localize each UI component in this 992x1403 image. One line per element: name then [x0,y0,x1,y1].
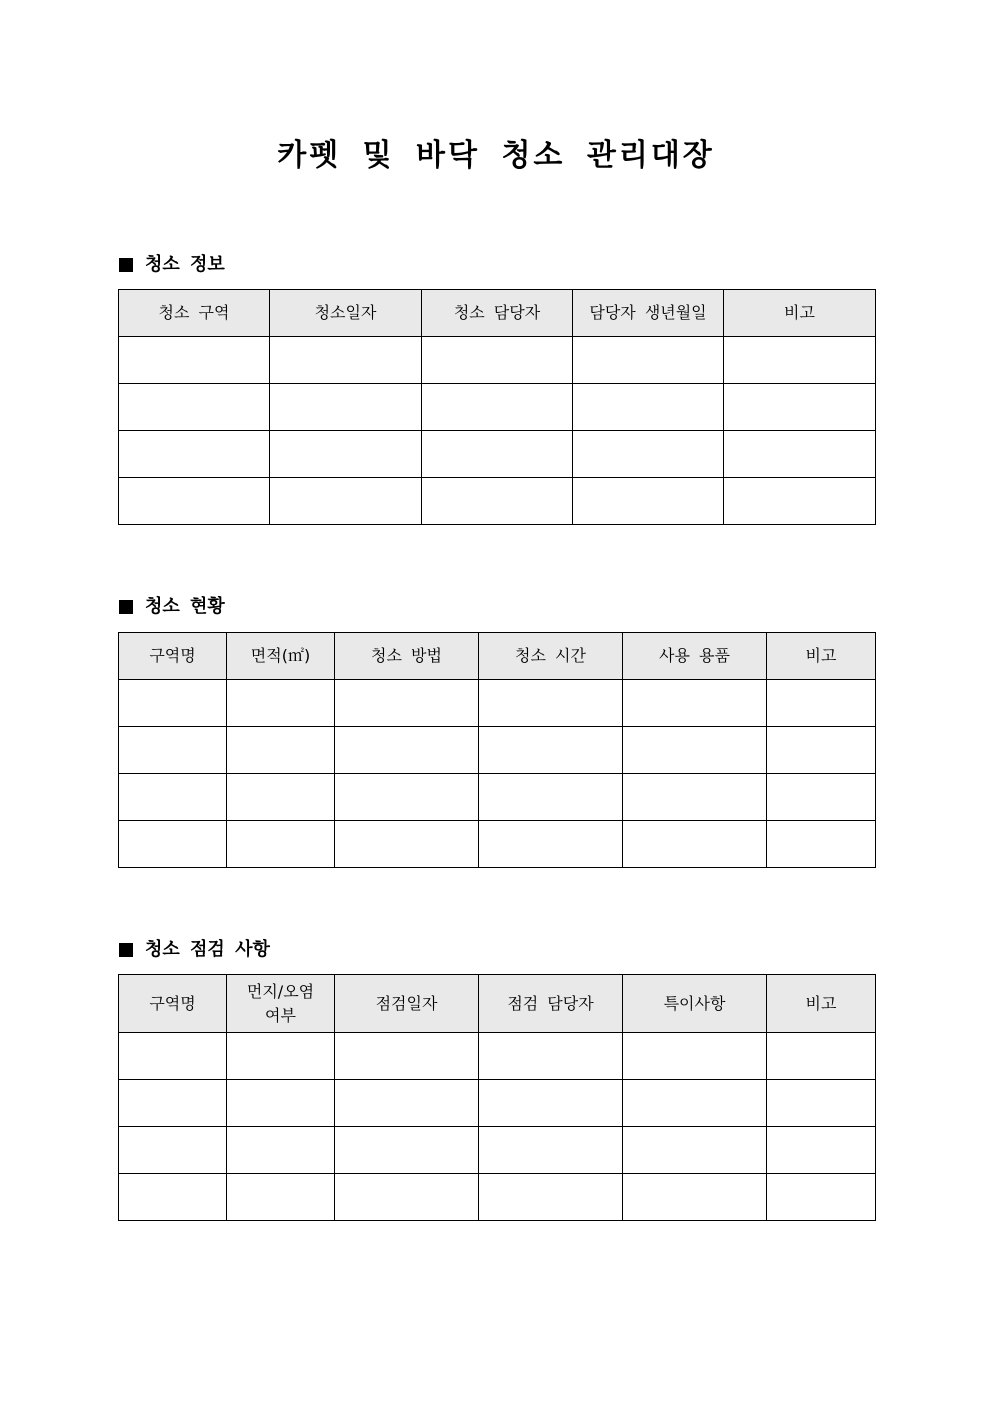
table-cell[interactable] [119,1174,227,1221]
table-cell[interactable] [479,821,623,868]
table-cell[interactable] [479,1174,623,1221]
table-cell[interactable] [623,1127,767,1174]
square-bullet-icon [119,600,133,614]
table-row [119,478,876,525]
table-cell[interactable] [119,774,227,821]
table-cell[interactable] [119,1080,227,1127]
table-cell[interactable] [479,1033,623,1080]
table-row [119,1127,876,1174]
column-header: 비고 [767,975,876,1033]
table-cell[interactable] [335,774,479,821]
table-cell[interactable] [119,821,227,868]
column-header: 청소 담당자 [422,290,573,337]
table-cell[interactable] [422,337,573,384]
table-cell[interactable] [724,478,876,525]
table-cell[interactable] [119,384,270,431]
table-cell[interactable] [479,1127,623,1174]
table-row [119,1174,876,1221]
table-cell[interactable] [422,478,573,525]
table-cell[interactable] [767,774,876,821]
table-cell[interactable] [767,727,876,774]
table-cell[interactable] [767,821,876,868]
table-cell[interactable] [270,478,422,525]
table-cell[interactable] [623,1033,767,1080]
table-cell[interactable] [227,774,335,821]
column-header: 비고 [767,633,876,680]
table-cell[interactable] [119,478,270,525]
table-cell[interactable] [270,337,422,384]
table-cell[interactable] [623,727,767,774]
table-cell[interactable] [479,1080,623,1127]
table-cell[interactable] [623,774,767,821]
table-cell[interactable] [623,680,767,727]
table-cell[interactable] [422,431,573,478]
table-cell[interactable] [573,431,724,478]
cleaning-info-table [118,289,876,525]
table-row [119,1033,876,1080]
table-cell[interactable] [767,1174,876,1221]
table-cell[interactable] [119,1033,227,1080]
square-bullet-icon [119,258,133,272]
table-cell[interactable] [479,727,623,774]
section-heading-cleaning-status [119,595,225,619]
table-row [119,384,876,431]
table-row [119,431,876,478]
table-cell[interactable] [573,478,724,525]
column-header: 청소일자 [270,290,422,337]
table-cell[interactable] [227,821,335,868]
table-cell[interactable] [335,1080,479,1127]
table-cell[interactable] [479,680,623,727]
column-header: 담당자 생년월일 [573,290,724,337]
table-row [119,680,876,727]
table-cell[interactable] [724,431,876,478]
table-cell[interactable] [724,337,876,384]
table-row [119,821,876,868]
column-header: 점검일자 [335,975,479,1033]
column-header: 청소 시간 [479,633,623,680]
table-cell[interactable] [270,384,422,431]
section-heading-label: 청소 정보 [145,254,225,275]
table-header-row [119,633,876,680]
table-cell[interactable] [335,680,479,727]
table-row [119,774,876,821]
table-cell[interactable] [335,1127,479,1174]
document-title: 카펫 및 바닥 청소 관리대장 [277,138,715,173]
table-cell[interactable] [767,1033,876,1080]
section-heading-label: 청소 점검 사항 [145,939,270,960]
table-cell[interactable] [270,431,422,478]
table-row [119,337,876,384]
table-cell[interactable] [573,337,724,384]
table-cell[interactable] [119,1127,227,1174]
table-cell[interactable] [335,1033,479,1080]
table-cell[interactable] [227,1174,335,1221]
table-row [119,727,876,774]
table-cell[interactable] [623,1080,767,1127]
table-cell[interactable] [227,727,335,774]
column-header: 구역명 [119,633,227,680]
table-cell[interactable] [335,821,479,868]
table-cell[interactable] [767,680,876,727]
table-cell[interactable] [119,727,227,774]
table-cell[interactable] [119,680,227,727]
table-row [119,1080,876,1127]
table-header-row [119,975,876,1033]
table-cell[interactable] [623,1174,767,1221]
column-header: 비고 [724,290,876,337]
table-cell[interactable] [623,821,767,868]
table-cell[interactable] [119,337,270,384]
column-header: 구역명 [119,975,227,1033]
table-header-row [119,290,876,337]
column-header: 사용 용품 [623,633,767,680]
column-header: 면적(㎡) [227,633,335,680]
table-cell[interactable] [767,1080,876,1127]
cleaning-status-table [118,632,876,868]
table-cell[interactable] [767,1127,876,1174]
column-header: 특이사항 [623,975,767,1033]
column-header: 청소 구역 [119,290,270,337]
square-bullet-icon [119,943,133,957]
table-cell[interactable] [227,680,335,727]
section-heading-cleaning-inspection [119,938,270,962]
column-header: 점검 담당자 [479,975,623,1033]
table-cell[interactable] [335,727,479,774]
table-cell[interactable] [479,774,623,821]
table-cell[interactable] [227,1080,335,1127]
cleaning-inspection-table [118,974,876,1221]
column-header: 청소 방법 [335,633,479,680]
table-cell[interactable] [119,431,270,478]
table-cell[interactable] [227,1127,335,1174]
table-cell[interactable] [573,384,724,431]
column-header: 먼지/오염 여부 [227,975,335,1033]
table-cell[interactable] [335,1174,479,1221]
table-cell[interactable] [422,384,573,431]
table-cell[interactable] [724,384,876,431]
section-heading-label: 청소 현황 [145,596,225,617]
section-heading-cleaning-info [119,253,225,277]
table-cell[interactable] [227,1033,335,1080]
